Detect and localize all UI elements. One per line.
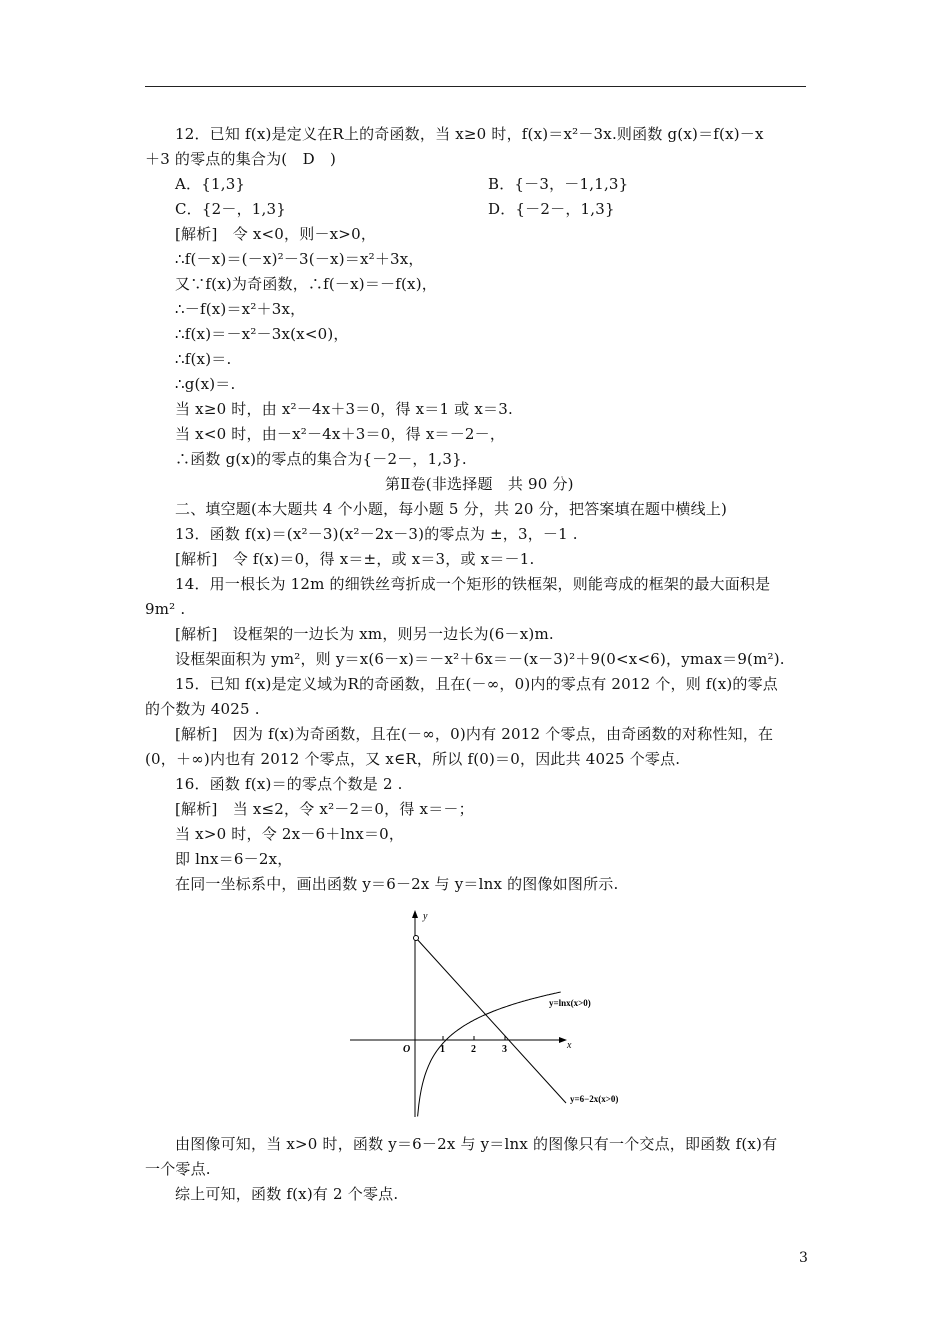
conclusion-line2: 一个零点. <box>145 1160 211 1178</box>
x-axis-arrow <box>559 1037 567 1043</box>
q13-solution: [解析] 令 f(x)＝0，得 x＝±，或 x＝3，或 x＝－1. <box>175 550 535 568</box>
q12-stem-line1: 12．已知 f(x)是定义在R上的奇函数，当 x≥0 时，f(x)＝x²－3x.则函数 g(x)＝f(x)－x <box>175 125 764 143</box>
q16-solution-line3: 即 lnx＝6－2x， <box>175 850 293 868</box>
q13-stem: 13．函数 f(x)＝(x²－3)(x²－2x－3)的零点为 ±，3，－1 . <box>175 525 578 543</box>
section-instructions: 二、填空题(本大题共 4 个小题，每小题 5 分，共 20 分，把答案填在题中横线上) <box>175 500 728 518</box>
q12-solution-line2: ∴f(－x)＝(－x)²－3(－x)＝x²＋3x， <box>175 250 424 268</box>
q12-solution-line6: ∴f(x)＝. <box>175 350 232 368</box>
y-axis-arrow <box>412 910 418 918</box>
y-intercept-point <box>414 936 419 941</box>
q15-stem-line1: 15．已知 f(x)是定义域为R的奇函数，且在(－∞，0)内的零点有 2012 个，则 f(x)的零点 <box>175 675 779 693</box>
q12-solution-line5: ∴f(x)＝－x²－3x(x<0)， <box>175 325 349 343</box>
page-number: 3 <box>799 1250 808 1266</box>
q16-solution-line1: [解析] 当 x≤2，令 x²－2＝0，得 x＝－； <box>175 800 474 818</box>
ln-curve-label: y=lnx(x>0) <box>549 998 591 1008</box>
q12-stem-line2: ＋3 的零点的集合为( D ) <box>145 150 337 168</box>
x-axis-label: x <box>567 1040 572 1051</box>
q14-solution-line2: 设框架面积为 ym²，则 y＝x(6－x)＝－x²＋6x＝－(x－3)²＋9(0<x<6)，ymax＝9(m²). <box>175 650 785 668</box>
q15-stem-line2: 的个数为 4025 . <box>145 700 260 718</box>
conclusion-line1: 由图像可知，当 x>0 时，函数 y＝6－2x 与 y＝lnx 的图像只有一个交点，即函数 f(x)有 <box>175 1135 778 1153</box>
linear-line-label: y=6−2x(x>0) <box>570 1094 619 1104</box>
tick-label-3: 3 <box>502 1044 507 1055</box>
q12-solution-line1: [解析] 令 x<0，则－x>0， <box>175 225 377 243</box>
origin-label: O <box>403 1044 411 1055</box>
q12-solution-line7: ∴g(x)＝. <box>175 375 236 393</box>
conclusion-line3: 综上可知，函数 f(x)有 2 个零点. <box>175 1185 399 1203</box>
q12-solution-line10: ∴函数 g(x)的零点的集合为{－2－，1,3}. <box>175 450 467 468</box>
q14-stem-line2: 9m² . <box>145 600 186 618</box>
q14-solution-line1: [解析] 设框架的一边长为 xm，则另一边长为(6－x)m. <box>175 625 554 643</box>
section-title: 第Ⅱ卷(非选择题 共 90 分) <box>385 475 574 493</box>
q12-option-d: D．{－2－，1,3} <box>488 200 615 218</box>
q12-option-c: C．{2－，1,3} <box>175 200 286 218</box>
linear-line <box>416 938 566 1103</box>
q12-option-b: B．{－3，－1,1,3} <box>488 175 629 193</box>
q12-solution-line8: 当 x≥0 时，由 x²－4x＋3＝0，得 x＝1 或 x＝3. <box>175 400 513 418</box>
q12-solution-line3: 又∵f(x)为奇函数，∴f(－x)＝－f(x)， <box>175 275 437 293</box>
function-graph <box>345 905 645 1120</box>
q12-solution-line4: ∴－f(x)＝x²＋3x， <box>175 300 306 318</box>
y-axis-label: y <box>423 911 428 922</box>
q12-solution-line9: 当 x<0 时，由－x²－4x＋3＝0，得 x＝－2－， <box>175 425 506 443</box>
q16-solution-line2: 当 x>0 时，令 2x－6＋lnx＝0， <box>175 825 405 843</box>
tick-label-2: 2 <box>471 1044 476 1055</box>
header-rule <box>145 86 806 87</box>
tick-label-1: 1 <box>440 1044 445 1055</box>
q15-solution-line2: (0，＋∞)内也有 2012 个零点，又 x∈R，所以 f(0)＝0，因此共 4025 个零点. <box>145 750 681 768</box>
q14-stem-line1: 14．用一根长为 12m 的细铁丝弯折成一个矩形的铁框架，则能弯成的框架的最大面积是 <box>175 575 771 593</box>
q12-option-a: A．{1,3} <box>175 175 246 193</box>
q16-solution-line4: 在同一坐标系中，画出函数 y＝6－2x 与 y＝lnx 的图像如图所示. <box>175 875 619 893</box>
q15-solution-line1: [解析] 因为 f(x)为奇函数，且在(－∞，0)内有 2012 个零点，由奇函数的对称性知，在 <box>175 725 774 743</box>
q16-stem: 16．函数 f(x)＝的零点个数是 2 . <box>175 775 403 793</box>
